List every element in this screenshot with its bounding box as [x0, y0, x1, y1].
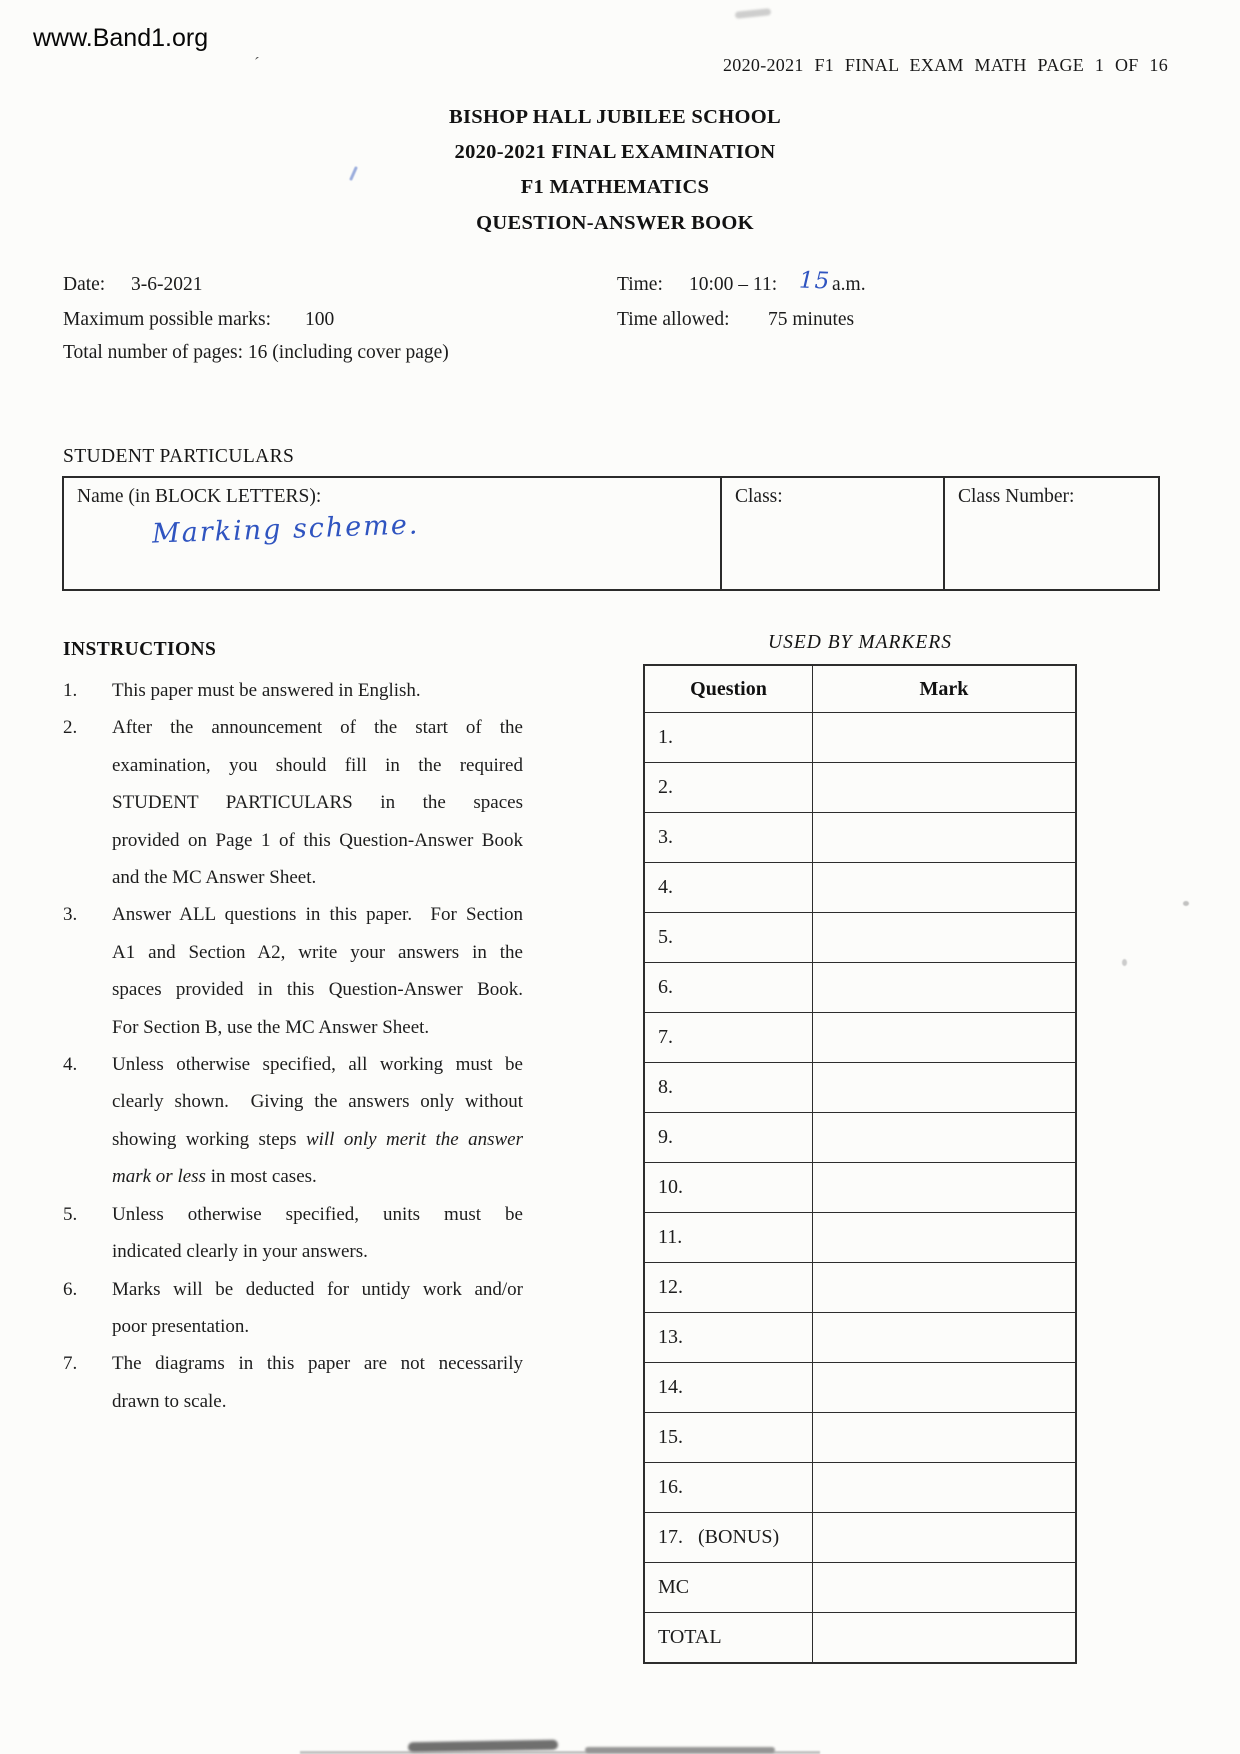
marker-question-label: 11.	[645, 1213, 813, 1262]
marker-question-label: 13.	[645, 1313, 813, 1362]
marker-question-label: 3.	[645, 813, 813, 862]
instruction-line: After the announcement of the start of the	[112, 717, 523, 739]
running-header: 2020-2021 F1 FINAL EXAM MATH PAGE 1 OF 16	[723, 55, 1168, 75]
marker-row	[645, 1363, 1075, 1413]
instruction-number: 2.	[63, 717, 78, 739]
marker-row	[645, 763, 1075, 813]
instruction-item	[63, 709, 523, 896]
marker-question-label: 16.	[645, 1463, 813, 1512]
marker-row	[645, 813, 1075, 863]
class-number-label: Class Number:	[958, 486, 1075, 507]
instruction-number: 3.	[63, 904, 78, 926]
marker-row	[645, 863, 1075, 913]
marker-row	[645, 1613, 1075, 1662]
instruction-line: and the MC Answer Sheet.	[112, 867, 317, 889]
marker-question-label: 5.	[645, 913, 813, 962]
student-particulars-table	[62, 476, 1160, 591]
instruction-line: For Section B, use the MC Answer Sheet.	[112, 1016, 430, 1038]
scan-speck: ´	[254, 54, 260, 73]
instruction-item	[63, 1345, 523, 1420]
marker-row	[645, 1263, 1075, 1313]
marker-row	[645, 1013, 1075, 1063]
marker-question-label: 6.	[645, 963, 813, 1012]
instruction-line: Answer ALL questions in this paper. For Section	[112, 904, 523, 926]
markers-table-rows	[645, 713, 1075, 1662]
markers-table	[643, 664, 1077, 1664]
instruction-item	[63, 1271, 523, 1346]
instruction-text	[112, 1046, 523, 1196]
marker-row	[645, 1463, 1075, 1513]
instruction-line: spaces provided in this Question-Answer Book.	[112, 979, 523, 1001]
school-name: BISHOP HALL JUBILEE SCHOOL	[449, 106, 781, 128]
class-label: Class:	[735, 486, 783, 507]
marker-question-label: MC	[645, 1563, 813, 1612]
marker-row	[645, 913, 1075, 963]
marker-mark-cell	[813, 763, 1075, 812]
marker-mark-cell	[813, 1613, 1075, 1662]
time-suffix: a.m.	[832, 274, 866, 295]
instruction-line: drawn to scale.	[112, 1390, 227, 1412]
instruction-line: Unless otherwise specified, all working must be	[112, 1054, 523, 1076]
marker-mark-cell	[813, 913, 1075, 962]
instruction-number: 6.	[63, 1278, 78, 1300]
instruction-text	[112, 1196, 523, 1271]
marker-row	[645, 1313, 1075, 1363]
marker-mark-cell	[813, 1313, 1075, 1362]
instruction-line: Marks will be deducted for untidy work and/or	[112, 1278, 523, 1300]
subject-name: F1 MATHEMATICS	[520, 176, 710, 199]
scan-smudge-bottom-2	[585, 1747, 775, 1753]
class-number-cell	[945, 478, 1158, 589]
marker-mark-cell	[813, 813, 1075, 862]
date-label: Date:	[63, 274, 106, 295]
instruction-line: showing working steps will only merit the answer	[112, 1128, 523, 1150]
mark-column-header: Mark	[919, 678, 969, 700]
marker-mark-cell	[813, 1213, 1075, 1262]
marker-question-label: 9.	[645, 1113, 813, 1162]
time-handwritten: 15	[798, 267, 831, 295]
instruction-line: clearly shown. Giving the answers only without	[112, 1091, 523, 1113]
date-value: 3-6-2021	[131, 274, 203, 295]
instruction-line: provided on Page 1 of this Question-Answer Book	[112, 829, 523, 851]
instruction-item	[63, 896, 523, 1046]
scan-speck-right-1	[1183, 901, 1189, 906]
instruction-item	[63, 672, 523, 709]
instruction-line: A1 and Section A2, write your answers in the	[112, 941, 523, 963]
marker-question-label: TOTAL	[645, 1613, 813, 1662]
time-label: Time:	[617, 274, 663, 295]
marker-mark-cell	[813, 1113, 1075, 1162]
allowed-label: Time allowed:	[617, 309, 730, 330]
marker-question-label: 14.	[645, 1363, 813, 1412]
marker-question-label: 8.	[645, 1063, 813, 1112]
instruction-text	[112, 709, 523, 896]
marker-row	[645, 1113, 1075, 1163]
marker-question-label: 7.	[645, 1013, 813, 1062]
marker-question-label: 12.	[645, 1263, 813, 1312]
marker-row	[645, 1413, 1075, 1463]
marker-row	[645, 963, 1075, 1013]
markers-caption: USED BY MARKERS	[768, 632, 952, 653]
title-block	[63, 100, 1167, 241]
marker-mark-cell	[813, 963, 1075, 1012]
student-particulars-heading: STUDENT PARTICULARS	[63, 446, 295, 467]
marker-row	[645, 1063, 1075, 1113]
marker-row	[645, 1213, 1075, 1263]
instruction-number: 5.	[63, 1203, 78, 1225]
marker-question-label: 10.	[645, 1163, 813, 1212]
instruction-line: examination, you should fill in the required	[112, 754, 523, 776]
marker-mark-cell	[813, 1413, 1075, 1462]
marker-mark-cell	[813, 1513, 1075, 1562]
marker-mark-cell	[813, 1013, 1075, 1062]
marker-mark-cell	[813, 1463, 1075, 1512]
marker-row	[645, 1163, 1075, 1213]
marker-question-label: 4.	[645, 863, 813, 912]
instruction-line: indicated clearly in your answers.	[112, 1241, 368, 1263]
instruction-number: 4.	[63, 1054, 78, 1076]
instructions-list	[63, 672, 523, 1420]
instruction-item	[63, 1196, 523, 1271]
marker-mark-cell	[813, 1363, 1075, 1412]
marker-row	[645, 1563, 1075, 1613]
marker-mark-cell	[813, 1163, 1075, 1212]
time-printed: 10:00 – 11:	[689, 274, 778, 295]
scan-speck-right-2	[1122, 959, 1127, 966]
instruction-text	[112, 896, 523, 1046]
site-watermark: www.Band1.org	[33, 24, 209, 52]
question-column-header: Question	[645, 666, 813, 712]
instruction-text	[112, 672, 523, 709]
marker-question-label: 15.	[645, 1413, 813, 1462]
marks-label: Maximum possible marks:	[63, 309, 271, 330]
marker-mark-cell	[813, 1263, 1075, 1312]
marker-question-label: 17. (BONUS)	[645, 1513, 813, 1562]
instruction-number: 7.	[63, 1353, 78, 1375]
marker-question-label: 1.	[645, 713, 813, 762]
instruction-line: mark or less in most cases.	[112, 1166, 317, 1188]
instruction-item	[63, 1046, 523, 1196]
class-cell	[722, 478, 945, 589]
marks-value: 100	[305, 309, 335, 330]
exam-name: 2020-2021 FINAL EXAMINATION	[454, 141, 776, 164]
book-type: QUESTION-ANSWER BOOK	[476, 211, 754, 234]
pages-line: Total number of pages: 16 (including cover page)	[63, 342, 449, 363]
allowed-value: 75 minutes	[768, 309, 855, 330]
marker-question-label: 2.	[645, 763, 813, 812]
marker-mark-cell	[813, 713, 1075, 762]
markers-table-header	[645, 666, 1075, 713]
marker-mark-cell	[813, 1063, 1075, 1112]
instruction-text	[112, 1271, 523, 1346]
marker-row	[645, 713, 1075, 763]
instruction-text	[112, 1345, 523, 1420]
instruction-line: This paper must be answered in English.	[112, 680, 421, 701]
name-cell	[64, 478, 722, 589]
instruction-line: The diagrams in this paper are not necessarily	[112, 1353, 523, 1375]
name-handwritten-value: Marking scheme.	[151, 509, 420, 550]
name-label: Name (in BLOCK LETTERS):	[77, 486, 322, 507]
scan-smudge-top	[735, 8, 772, 19]
marker-row	[645, 1513, 1075, 1563]
scan-smudge-bottom-1	[408, 1740, 558, 1753]
instruction-number: 1.	[63, 680, 78, 701]
instruction-line: Unless otherwise specified, units must be	[112, 1203, 523, 1225]
marker-mark-cell	[813, 863, 1075, 912]
instruction-line: STUDENT PARTICULARS in the spaces	[112, 792, 523, 814]
instructions-heading: INSTRUCTIONS	[63, 639, 217, 660]
marker-mark-cell	[813, 1563, 1075, 1612]
instruction-line: poor presentation.	[112, 1315, 250, 1337]
